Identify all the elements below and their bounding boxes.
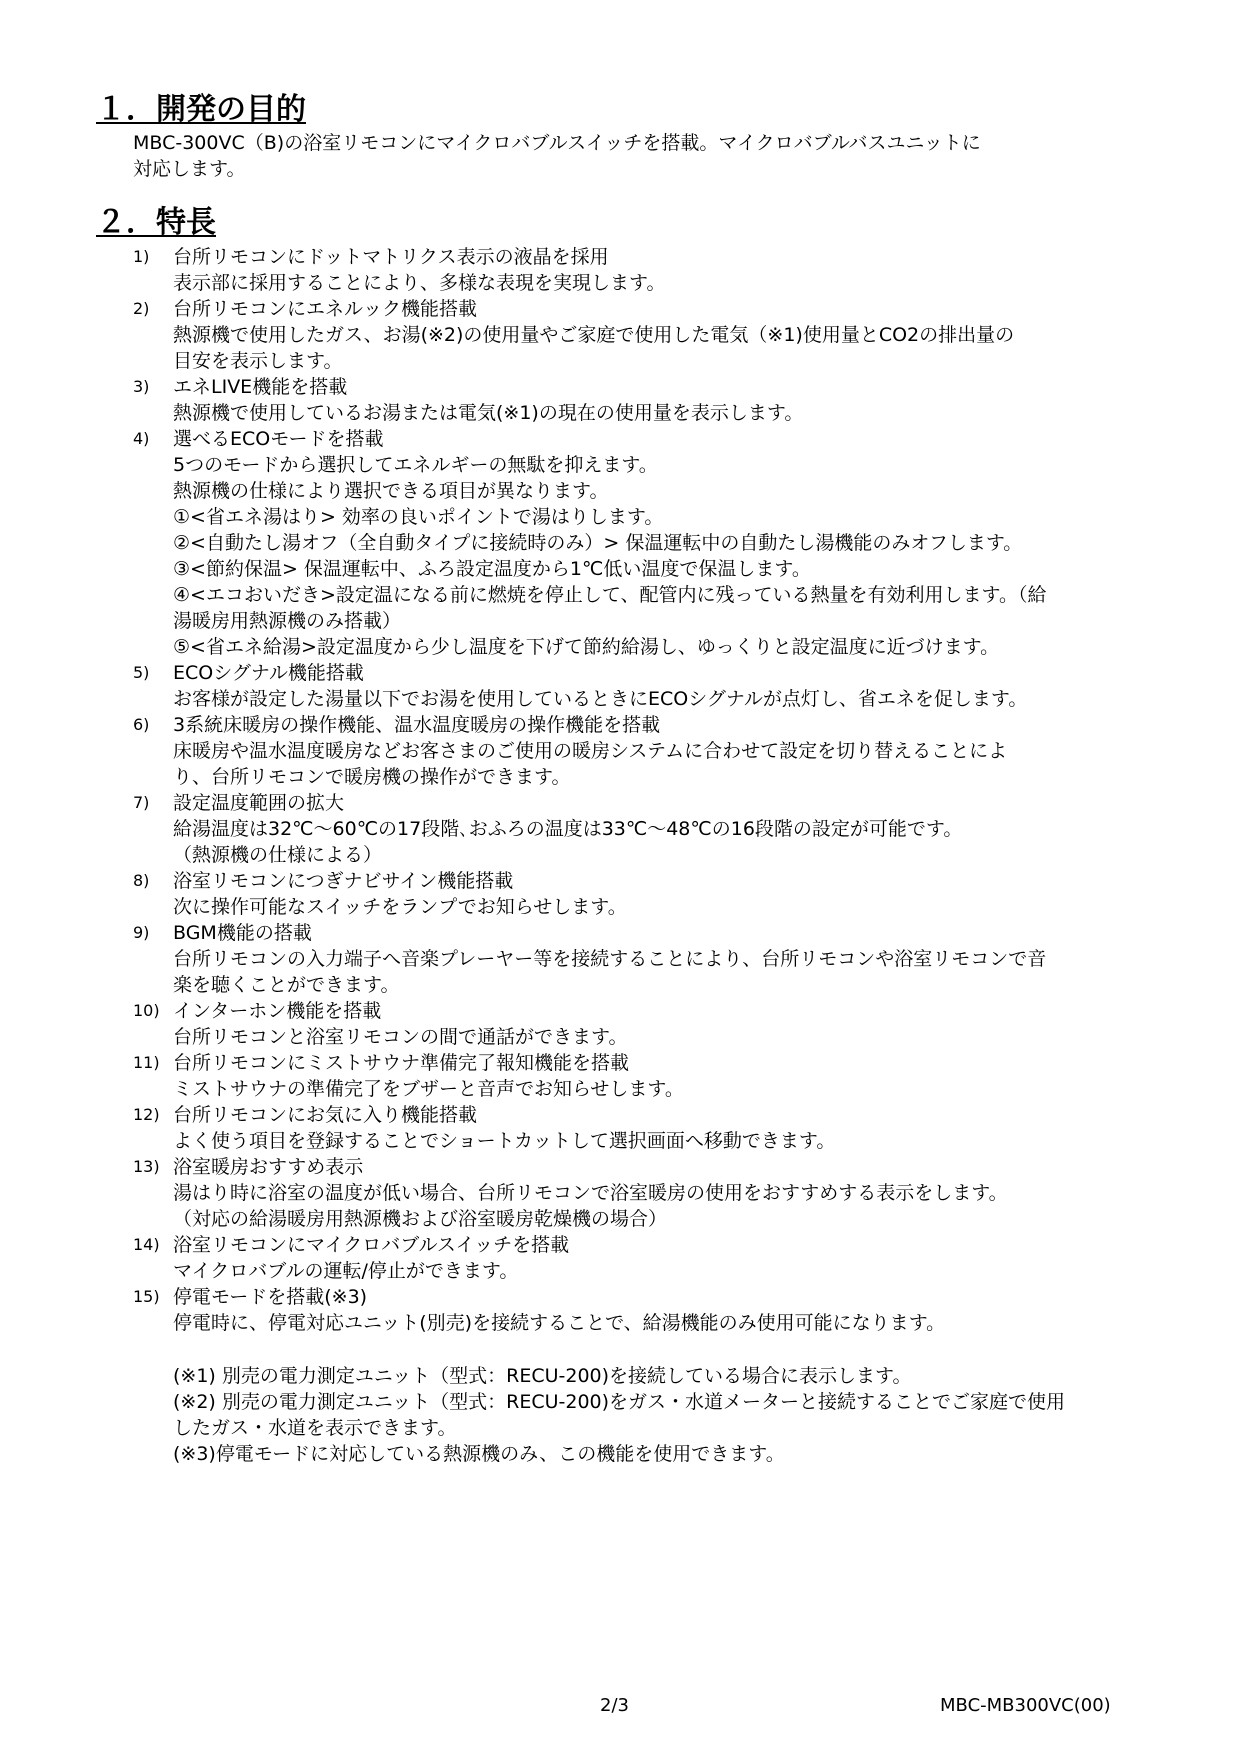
feature-description-line: ④<エコおいだき>設定温になる前に燃焼を停止して、配管内に残っている熱量を有効利用します。（給 xyxy=(173,584,1047,606)
feature-title: 台所リモコンにエネルック機能搭載 xyxy=(173,298,478,320)
feature-title: 選べるECOモードを搭載 xyxy=(173,428,384,450)
feature-title: インターホン機能を搭載 xyxy=(173,1000,382,1022)
note-3: (※3)停電モードに対応している熱源機のみ、この機能を使用できます。 xyxy=(173,1443,785,1465)
feature-description-line: 熱源機の仕様により選択できる項目が異なります。 xyxy=(173,480,609,502)
feature-description-line: り、台所リモコンで暖房機の操作ができます。 xyxy=(173,766,571,788)
feature-item xyxy=(133,1102,1046,1154)
feature-number: 4) xyxy=(133,429,150,448)
feature-title: 浴室暖房おすすめ表示 xyxy=(173,1156,364,1178)
feature-title-row xyxy=(133,1050,1046,1076)
feature-description xyxy=(133,400,1046,426)
feature-number: 7) xyxy=(133,793,150,812)
feature-title: ECOシグナル機能搭載 xyxy=(173,662,364,684)
feature-description xyxy=(133,1258,1046,1284)
feature-item xyxy=(133,660,1046,712)
feature-description xyxy=(133,322,1046,374)
section-1-line-1: MBC-300VC（B)の浴室リモコンにマイクロバブルスイッチを搭載。マイクロバブルバスユニットに xyxy=(133,132,981,154)
feature-description-line: 湯はり時に浴室の温度が低い場合、台所リモコンで浴室暖房の使用をおすすめする表示をします。 xyxy=(173,1182,1008,1204)
feature-number: 8) xyxy=(133,871,150,890)
feature-title: エネLIVE機能を搭載 xyxy=(173,376,348,398)
feature-number: 3) xyxy=(133,377,150,396)
feature-title: BGM機能の搭載 xyxy=(173,922,312,944)
notes-list xyxy=(173,1363,1065,1467)
feature-title: 3系統床暖房の操作機能、温水温度暖房の操作機能を搭載 xyxy=(173,714,661,736)
feature-description xyxy=(133,270,1046,296)
feature-description-line: 次に操作可能なスイッチをランプでお知らせします。 xyxy=(173,896,627,918)
feature-title: 浴室リモコンにつぎナビサイン機能搭載 xyxy=(173,870,514,892)
feature-title-row xyxy=(133,296,1046,322)
feature-item xyxy=(133,998,1046,1050)
feature-description xyxy=(133,1180,1046,1232)
feature-title: 台所リモコンにお気に入り機能搭載 xyxy=(173,1104,478,1126)
note-1: (※1) 別売の電力測定ユニット（型式：RECU-200)を接続している場合に表示します。 xyxy=(173,1365,912,1387)
feature-number: 9) xyxy=(133,923,150,942)
feature-description-line: 湯暖房用熱源機のみ搭載） xyxy=(173,610,402,632)
feature-description xyxy=(133,816,1046,868)
feature-title-row xyxy=(133,998,1046,1024)
feature-description-line: 表示部に採用することにより、多様な表現を実現します。 xyxy=(173,272,666,294)
feature-title-row xyxy=(133,1284,1046,1310)
feature-number: 11) xyxy=(133,1053,160,1072)
feature-title-row xyxy=(133,712,1046,738)
feature-number: 2) xyxy=(133,299,150,318)
feature-number: 13) xyxy=(133,1157,160,1176)
feature-title-row xyxy=(133,1232,1046,1258)
feature-item xyxy=(133,296,1046,374)
feature-item xyxy=(133,790,1046,868)
feature-description-line: ①<省エネ湯はり> 効率の良いポイントで湯はりします。 xyxy=(173,506,664,528)
feature-description-line: ②<自動たし湯オフ（全自動タイプに接続時のみ）> 保温運転中の自動たし湯機能のみオフします。 xyxy=(173,532,1023,554)
feature-description-line: 目安を表示します。 xyxy=(173,350,343,372)
feature-number: 1) xyxy=(133,247,150,266)
note-2-line-1: (※2) 別売の電力測定ユニット（型式：RECU-200)をガス・水道メーターと接続することでご家庭で使用 xyxy=(173,1391,1066,1413)
note-2-line-2: したガス・水道を表示できます。 xyxy=(173,1417,457,1439)
feature-list xyxy=(133,244,1046,1336)
feature-number: 12) xyxy=(133,1105,160,1124)
feature-item xyxy=(133,868,1046,920)
feature-description-line: 熱源機で使用しているお湯または電気(※1)の現在の使用量を表示します。 xyxy=(173,402,804,424)
feature-title-row xyxy=(133,660,1046,686)
feature-title-row xyxy=(133,1102,1046,1128)
feature-title: 台所リモコンにミストサウナ準備完了報知機能を搭載 xyxy=(173,1052,630,1074)
feature-description-line: 台所リモコンの入力端子へ音楽プレーヤー等を接続することにより、台所リモコンや浴室リモコンで音 xyxy=(173,948,1047,970)
feature-description-line: 台所リモコンと浴室リモコンの間で通話ができます。 xyxy=(173,1026,628,1048)
feature-title-row xyxy=(133,790,1046,816)
feature-title: 浴室リモコンにマイクロバブルスイッチを搭載 xyxy=(173,1234,570,1256)
section-2-heading: ２．特長 xyxy=(96,205,216,240)
feature-description-line: 床暖房や温水温度暖房などお客さまのご使用の暖房システムに合わせて設定を切り替えることによ xyxy=(173,740,1008,762)
feature-description-line: 給湯温度は32℃～60℃の17段階､おふろの温度は33℃～48℃の16段階の設定が可能です。 xyxy=(173,818,963,840)
feature-item xyxy=(133,1154,1046,1232)
feature-description-line: ③<節約保温> 保温運転中、ふろ設定温度から1℃低い温度で保温します。 xyxy=(173,558,811,580)
feature-description-line: ミストサウナの準備完了をブザーと音声でお知らせします。 xyxy=(173,1078,684,1100)
section-1-line-2: 対応します。 xyxy=(133,158,246,180)
feature-item xyxy=(133,712,1046,790)
feature-number: 14) xyxy=(133,1235,160,1254)
feature-description-line: 楽を聴くことができます。 xyxy=(173,974,400,996)
feature-description xyxy=(133,738,1046,790)
feature-description-line: （対応の給湯暖房用熱源機および浴室暖房乾燥機の場合） xyxy=(173,1208,668,1230)
feature-description xyxy=(133,946,1046,998)
page-number: 2/3 xyxy=(600,1695,629,1716)
feature-description-line: 5つのモードから選択してエネルギーの無駄を抑えます。 xyxy=(173,454,658,476)
feature-item xyxy=(133,1232,1046,1284)
section-1-heading: １．開発の目的 xyxy=(96,92,306,127)
feature-description xyxy=(133,1024,1046,1050)
feature-description-line: （熱源機の仕様による） xyxy=(173,844,383,866)
feature-number: 15) xyxy=(133,1287,160,1306)
feature-title-row xyxy=(133,244,1046,270)
feature-title-row xyxy=(133,920,1046,946)
document-code: MBC-MB300VC(00) xyxy=(940,1695,1111,1716)
feature-description-line: お客様が設定した湯量以下でお湯を使用しているときにECOシグナルが点灯し、省エネを促します。 xyxy=(173,688,1028,710)
feature-title: 停電モードを搭載(※3) xyxy=(173,1286,368,1308)
feature-description-line: ⑤<省エネ給湯>設定温度から少し温度を下げて節約給湯し、ゆっくりと設定温度に近づけます。 xyxy=(173,636,1000,658)
feature-description-line: 停電時に、停電対応ユニット(別売)を接続することで、給湯機能のみ使用可能になります。 xyxy=(173,1312,946,1334)
feature-description xyxy=(133,1128,1046,1154)
feature-title: 台所リモコンにドットマトリクス表示の液晶を採用 xyxy=(173,246,609,268)
feature-description xyxy=(133,452,1046,660)
feature-item xyxy=(133,374,1046,426)
feature-title-row xyxy=(133,374,1046,400)
feature-title-row xyxy=(133,868,1046,894)
feature-description-line: マイクロバブルの運転/停止ができます。 xyxy=(173,1260,519,1282)
feature-title-row xyxy=(133,1154,1046,1180)
feature-description xyxy=(133,894,1046,920)
feature-item xyxy=(133,426,1046,660)
feature-title: 設定温度範囲の拡大 xyxy=(173,792,345,814)
feature-number: 10) xyxy=(133,1001,160,1020)
feature-item xyxy=(133,244,1046,296)
feature-item xyxy=(133,920,1046,998)
feature-description-line: よく使う項目を登録することでショートカットして選択画面へ移動できます。 xyxy=(173,1130,836,1152)
feature-number: 6) xyxy=(133,715,150,734)
feature-description xyxy=(133,686,1046,712)
feature-description-line: 熱源機で使用したガス、お湯(※2)の使用量やご家庭で使用した電気（※1)使用量とCO2の排出量の xyxy=(173,324,1015,346)
feature-description xyxy=(133,1076,1046,1102)
feature-item xyxy=(133,1284,1046,1336)
feature-item xyxy=(133,1050,1046,1102)
feature-description xyxy=(133,1310,1046,1336)
feature-number: 5) xyxy=(133,663,150,682)
feature-title-row xyxy=(133,426,1046,452)
